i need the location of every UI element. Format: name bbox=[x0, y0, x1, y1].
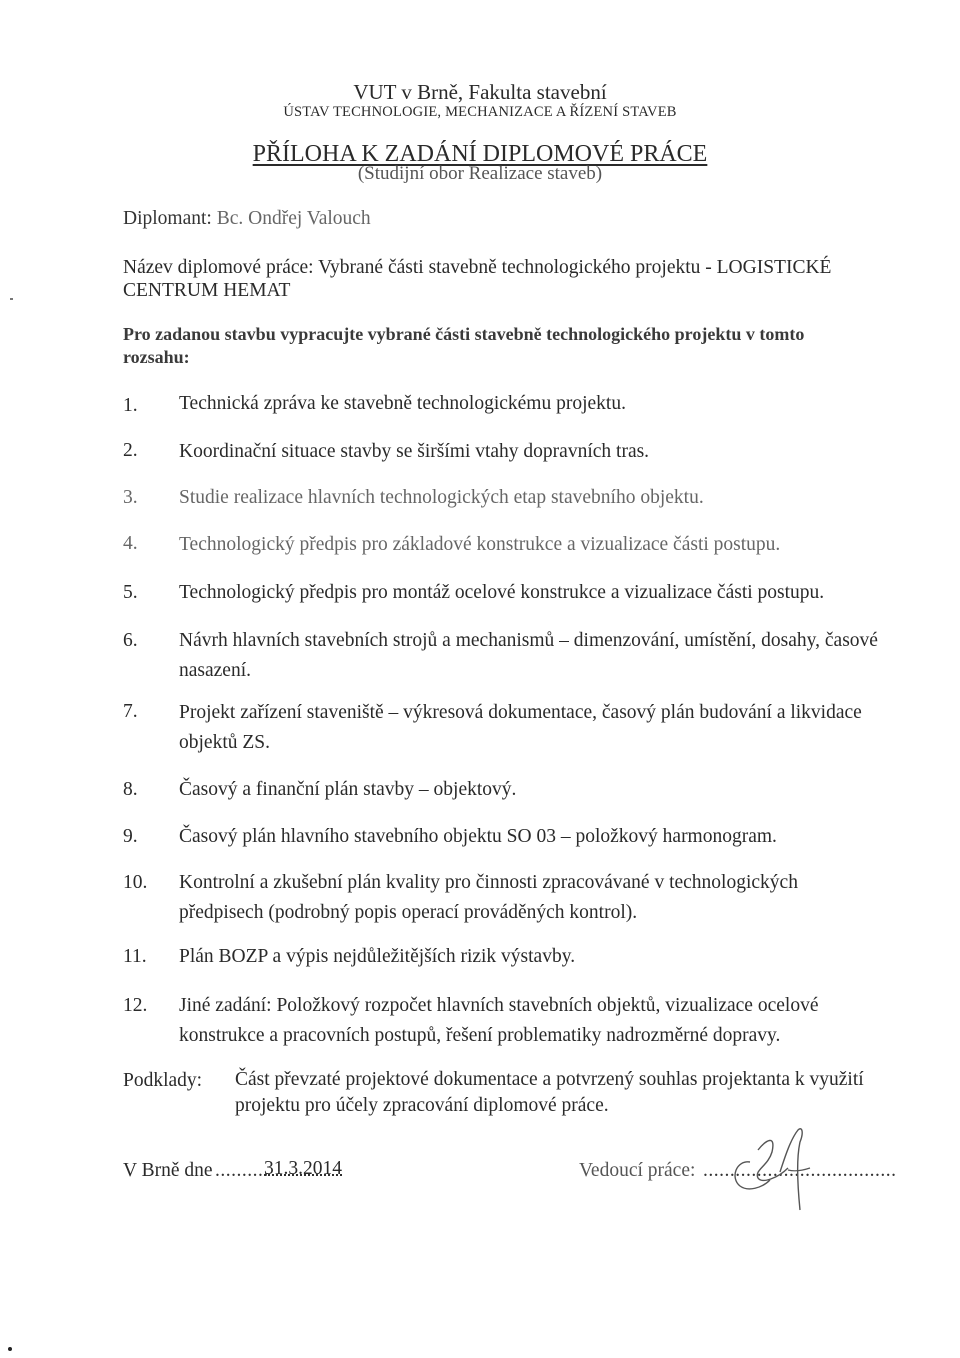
item-number: 3. bbox=[123, 487, 138, 508]
date-dots: .......... bbox=[215, 1160, 269, 1181]
item-number: 1. bbox=[123, 395, 138, 416]
item-number: 8. bbox=[123, 779, 138, 800]
instruction-text: Pro zadanou stavbu vypracujte vybrané části stavebně technologického projektu v tomto rozsahu: bbox=[123, 324, 805, 367]
item-text: Studie realizace hlavních technologických etap stavebního objektu. bbox=[179, 487, 704, 508]
date-value: 31.3.2014 bbox=[264, 1158, 342, 1179]
item-number: 2. bbox=[123, 440, 138, 461]
place-label: V Brně dne bbox=[123, 1160, 213, 1181]
item-number: 4. bbox=[123, 533, 138, 554]
podklady-label: Podklady: bbox=[123, 1070, 203, 1091]
student-name: Bc. Ondřej Valouch bbox=[216, 208, 371, 229]
supervisor-dots: .................................... bbox=[703, 1160, 897, 1181]
item-text: Technická zpráva ke stavebně technologickému projektu. bbox=[179, 393, 626, 414]
item-number: 6. bbox=[123, 630, 138, 651]
signature-drawing bbox=[718, 1110, 828, 1220]
item-text: Kontrolní a zkušební plán kvality pro činnosti zpracovávané v technologických předpisech (podrobný popis operací prováděných kontrol). bbox=[179, 872, 798, 923]
scan-dot bbox=[8, 1347, 12, 1351]
item-number: 11. bbox=[123, 946, 147, 967]
supervisor-label: Vedoucí práce: bbox=[579, 1160, 696, 1181]
item-text: Projekt zařízení staveniště – výkresová dokumentace, časový plán budování a likvidace objektů ZS. bbox=[179, 702, 862, 753]
signature-image bbox=[718, 1110, 828, 1225]
item-text: Technologický předpis pro základové konstrukce a vizualizace části postupu. bbox=[179, 534, 781, 555]
student-label: Diplomant: bbox=[123, 208, 212, 229]
university-name: VUT v Brně, Fakulta stavební bbox=[353, 80, 607, 104]
document-title-text: PŘÍLOHA K ZADÁNÍ DIPLOMOVÉ PRÁCE bbox=[252, 141, 708, 167]
institute-name: ÚSTAV TECHNOLOGIE, MECHANIZACE A ŘÍZENÍ STAVEB bbox=[283, 104, 677, 120]
item-number: 7. bbox=[123, 701, 138, 722]
document-subtitle: (Studijní obor Realizace staveb) bbox=[357, 163, 603, 184]
item-text: Časový a finanční plán stavby – objektový. bbox=[179, 779, 517, 800]
item-text: Koordinační situace stavby se širšími vtahy dopravních tras. bbox=[179, 441, 650, 462]
item-number: 12. bbox=[123, 995, 148, 1016]
student-row bbox=[123, 208, 371, 230]
item-text: Jiné zadání: Položkový rozpočet hlavních stavebních objektů, vizualizace ocelové konstrukce a pracovních postupů, řešení problematiky nadrozměrné dopravy. bbox=[179, 995, 819, 1046]
thesis-topic: Název diplomové práce: Vybrané části stavebně technologického projektu - LOGISTICKÉ CENTRUM HEMAT bbox=[123, 257, 832, 301]
item-text: Technologický předpis pro montáž ocelové konstrukce a vizualizace části postupu. bbox=[179, 582, 825, 603]
item-text: Plán BOZP a výpis nejdůležitějších rizik výstavby. bbox=[179, 946, 576, 967]
item-number: 5. bbox=[123, 582, 138, 603]
scan-mark bbox=[10, 298, 13, 300]
item-number: 9. bbox=[123, 826, 138, 847]
item-text: Časový plán hlavního stavebního objektu SO 03 – položkový harmonogram. bbox=[179, 826, 777, 847]
podklady-text: Část převzaté projektové dokumentace a potvrzený souhlas projektanta k využití projektu pro účely zpracování diplomové práce. bbox=[235, 1069, 864, 1116]
item-number: 10. bbox=[123, 872, 148, 893]
item-text: Návrh hlavních stavebních strojů a mechanismů – dimenzování, umístění, dosahy, časové nasazení. bbox=[179, 630, 878, 681]
